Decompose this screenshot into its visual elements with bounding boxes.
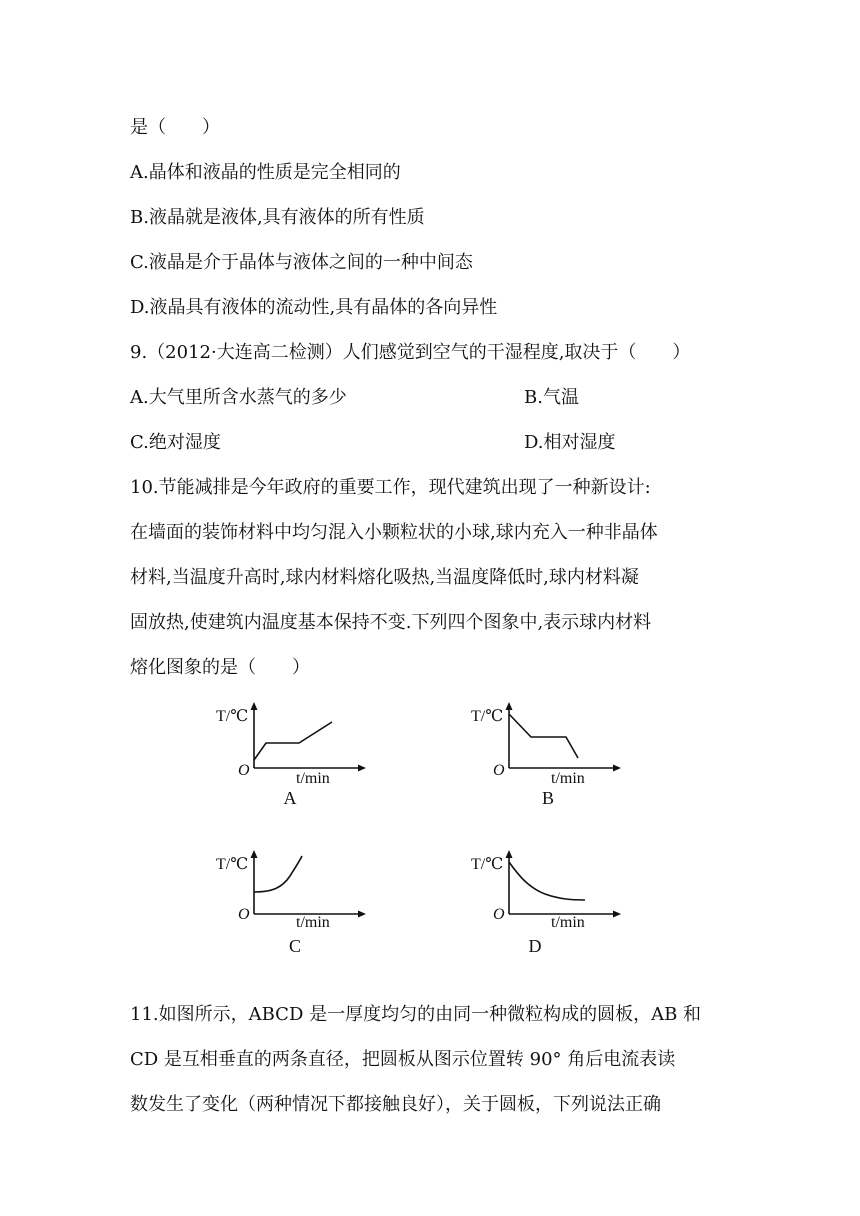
q9-option-c: C.绝对湿度 — [130, 432, 221, 453]
question-8-stem-end: 是（ ） — [130, 117, 220, 138]
question-9-stem: 9.（2012·大连高二检测）人们感觉到空气的干湿程度,取决于（ ） — [130, 342, 691, 363]
graph-a — [212, 700, 372, 808]
origin-label: O — [238, 906, 250, 923]
x-axis-label: t/min — [296, 914, 330, 931]
origin-label: O — [493, 906, 505, 923]
q8-option-a: A.晶体和液晶的性质是完全相同的 — [130, 162, 401, 183]
curve-b — [509, 714, 578, 758]
y-axis-label: T/℃ — [216, 708, 249, 725]
question-10-line-1: 10.节能减排是今年政府的重要工作，现代建筑出现了一种新设计: — [130, 477, 651, 498]
y-axis-label: T/℃ — [471, 856, 504, 873]
q9-option-a: A.大气里所含水蒸气的多少 — [130, 387, 347, 408]
x-axis-arrow — [358, 911, 366, 918]
x-axis-label: t/min — [551, 770, 585, 787]
q8-option-c: C.液晶是介于晶体与液体之间的一种中间态 — [130, 252, 473, 273]
x-axis-arrow — [358, 765, 366, 772]
curve-d — [509, 862, 585, 900]
q9-option-b: B.气温 — [524, 387, 579, 408]
graph-a-label: A — [283, 788, 297, 808]
graph-b-label: B — [541, 788, 554, 808]
y-axis-arrow — [251, 850, 258, 858]
curve-c — [254, 856, 302, 892]
origin-label: O — [493, 762, 505, 779]
origin-label: O — [238, 762, 250, 779]
y-axis-arrow — [506, 702, 513, 710]
y-axis-label: T/℃ — [471, 708, 504, 725]
graph-c — [212, 848, 372, 956]
graph-c-label: C — [288, 936, 301, 956]
q8-option-b: B.液晶就是液体,具有液体的所有性质 — [130, 207, 425, 228]
y-axis-label: T/℃ — [216, 856, 249, 873]
question-11-line-3: 数发生了变化（两种情况下都接触良好），关于圆板，下列说法正确 — [130, 1094, 661, 1115]
x-axis-arrow — [613, 911, 621, 918]
graph-d-label: D — [528, 936, 542, 956]
graph-d — [467, 848, 627, 956]
question-10-line-5: 熔化图象的是（ ） — [130, 657, 310, 678]
curve-a — [254, 722, 332, 760]
q8-option-d: D.液晶具有液体的流动性,具有晶体的各向异性 — [130, 297, 498, 318]
y-axis-arrow — [251, 702, 258, 710]
question-10-line-3: 材料,当温度升高时,球内材料熔化吸热,当温度降低时,球内材料凝 — [130, 567, 639, 588]
question-10-line-4: 固放热,使建筑内温度基本保持不变.下列四个图象中,表示球内材料 — [130, 612, 652, 633]
question-10-line-2: 在墙面的装饰材料中均匀混入小颗粒状的小球,球内充入一种非晶体 — [130, 522, 658, 543]
y-axis-arrow — [506, 850, 513, 858]
graph-b — [467, 700, 627, 808]
x-axis-label: t/min — [296, 770, 330, 787]
x-axis-arrow — [613, 765, 621, 772]
q9-option-d: D.相对湿度 — [524, 432, 616, 453]
question-11-line-1: 11.如图所示，ABCD 是一厚度均匀的由同一种微粒构成的圆板，AB 和 — [130, 1004, 702, 1025]
question-11-line-2: CD 是互相垂直的两条直径，把圆板从图示位置转 90° 角后电流表读 — [130, 1049, 676, 1070]
x-axis-label: t/min — [551, 914, 585, 931]
